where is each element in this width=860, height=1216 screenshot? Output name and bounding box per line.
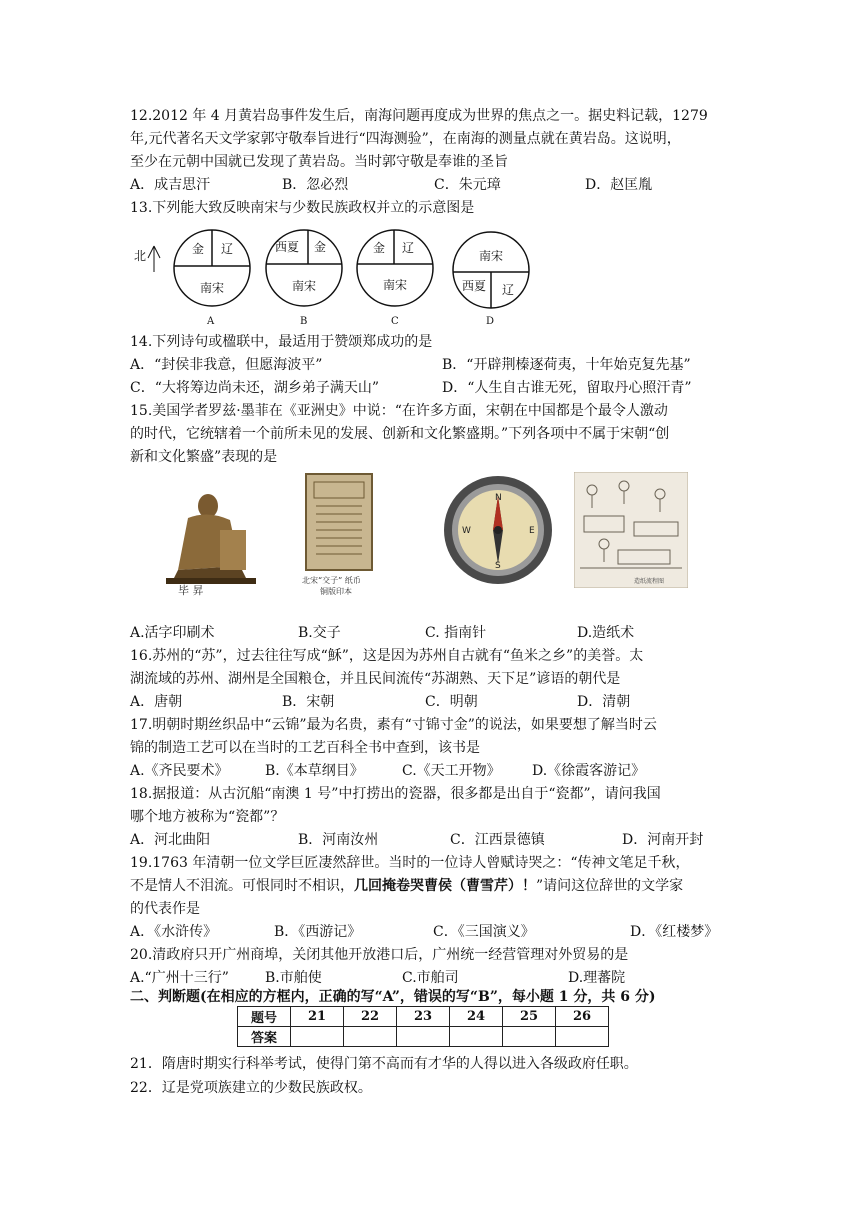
map-b-tr: 金 <box>314 240 327 254</box>
q16-option-b: B．宋朝 <box>282 694 335 710</box>
map-c-tr: 辽 <box>402 241 415 255</box>
north-arrow-icon <box>148 246 160 272</box>
answer-cell-25[interactable] <box>503 1027 556 1047</box>
q17-option-c: C.《天工开物》 <box>402 763 501 779</box>
map-d-br: 辽 <box>502 283 515 297</box>
q16-line2: 湖流域的苏州、湖州是全国粮仓，并且民间流传“苏湖熟、天下足”谚语的朝代是 <box>130 671 621 687</box>
section2-title: 二、判断题(在相应的方框内，正确的写“A”，错误的写“B”，每小题 1 分，共 6 分) <box>130 989 656 1005</box>
q19-line1: 19.1763 年清朝一位文学巨匠凄然辞世。当时的一位诗人曾赋诗哭之：“传神文笔足千秋， <box>130 855 690 871</box>
q19-line2-part1: 不是情人不泪流。可恨同时不相识， <box>130 878 354 894</box>
q12-line1: 12.2012 年 4 月黄岩岛事件发生后，南海问题再度成为世界的焦点之一。据史料记载，1279 <box>130 108 708 124</box>
map-c-tl: 金 <box>373 241 386 255</box>
svg-text:W: W <box>462 526 471 536</box>
q19-option-b: B．《西游记》 <box>274 924 362 940</box>
map-d-top: 南宋 <box>479 249 504 263</box>
answer-table-answer-row <box>238 1027 609 1047</box>
q18-option-d: D．河南开封 <box>622 832 704 848</box>
q20-option-c: C.市舶司 <box>402 970 459 986</box>
q20-stem: 20.清政府只开广州商埠，关闭其他开放港口后，广州统一经营管理对外贸易的是 <box>130 947 629 963</box>
q15-option-d: D.造纸术 <box>577 625 635 641</box>
q17-line1: 17.明朝时期丝织品中“云锦”最为名贵，素有“寸锦寸金”的说法，如果要想了解当时云 <box>130 717 657 733</box>
map-a-tl: 金 <box>192 242 205 256</box>
q16-option-d: D．清朝 <box>577 694 631 710</box>
answer-cell-21[interactable] <box>291 1027 344 1047</box>
q17-line2: 锦的制造工艺可以在当时的工艺百科全书中查到，该书是 <box>130 740 480 756</box>
q14-stem: 14.下列诗句或楹联中，最适用于赞颂郑成功的是 <box>130 334 433 350</box>
north-label: 北 <box>134 249 147 263</box>
q16-option-c: C．明朝 <box>425 694 478 710</box>
jiaozi-caption2: 铜版印本 <box>320 587 352 596</box>
q15-option-a: A.活字印刷术 <box>130 625 215 641</box>
answer-table-header-row <box>238 1007 609 1027</box>
q19-option-d: D．《红楼梦》 <box>630 924 719 940</box>
question-number-cell: 24 <box>450 1007 503 1027</box>
q17-option-a: A.《齐民要术》 <box>130 763 229 779</box>
q15-option-c: C. 指南针 <box>425 625 487 641</box>
q16-option-a: A．唐朝 <box>130 694 183 710</box>
question-number-cell: 23 <box>397 1007 450 1027</box>
map-c <box>357 230 433 327</box>
answer-table <box>237 1006 609 1047</box>
answer-cell-26[interactable] <box>556 1027 609 1047</box>
svg-text:S: S <box>495 561 501 571</box>
q17-option-b: B.《本草纲目》 <box>265 763 364 779</box>
map-a-bottom: 南宋 <box>200 281 225 295</box>
q19-option-c: C．《三国演义》 <box>433 924 535 940</box>
q20-option-d: D.理蕃院 <box>568 970 626 986</box>
q22-text: 22．辽是党项族建立的少数民族政权。 <box>130 1080 372 1096</box>
map-b-letter: B <box>300 316 308 327</box>
papermaking-process-image <box>574 472 688 588</box>
map-a-tr: 辽 <box>221 242 234 256</box>
map-d <box>453 232 529 327</box>
q18-line2: 哪个地方被称为“瓷都”？ <box>130 809 285 825</box>
map-b-bottom: 南宋 <box>292 279 317 293</box>
svg-text:E: E <box>529 526 535 536</box>
q20-option-a: A.“广州十三行” <box>130 970 229 986</box>
q18-line1: 18.据报道：从古沉船“南澳 1 号”中打捞出的瓷器，很多都是出自于“瓷都”，请问我国 <box>130 786 661 802</box>
map-c-bottom: 南宋 <box>383 278 408 292</box>
q15-option-b: B.交子 <box>298 625 341 641</box>
q13-map-diagrams <box>132 218 542 328</box>
q19-line2 <box>130 875 683 897</box>
answer-label: 答案 <box>238 1027 291 1047</box>
q14-option-b: B．“开辟荆榛逐荷夷，十年始克复先基” <box>442 357 691 373</box>
q18-option-b: B．河南汝州 <box>298 832 379 848</box>
jiaozi-banknote-image <box>300 472 378 598</box>
svg-text:N: N <box>495 493 502 503</box>
q12-option-d: D．赵匡胤 <box>585 177 653 193</box>
q13-stem: 13.下列能大致反映南宋与少数民族政权并立的示意图是 <box>130 200 475 216</box>
map-d-bl: 西夏 <box>462 279 487 293</box>
papermaking-caption: 造纸流程图 <box>634 578 665 585</box>
q14-option-a: A．“封侯非我意，但愿海波平” <box>130 357 323 373</box>
q18-option-c: C．江西景德镇 <box>450 832 545 848</box>
q19-line3: 的代表作是 <box>130 901 200 917</box>
q15-line3: 新和文化繁盛”表现的是 <box>130 449 278 465</box>
q18-option-a: A．河北曲阳 <box>130 832 211 848</box>
q14-option-c: C．“大将筹边尚未还，湖乡弟子满天山” <box>130 380 380 396</box>
q12-option-a: A．成吉思汗 <box>130 177 211 193</box>
q14-option-d: D．“人生自古谁无死，留取丹心照汗青” <box>442 380 692 396</box>
question-number-cell: 26 <box>556 1007 609 1027</box>
answer-cell-23[interactable] <box>397 1027 450 1047</box>
q15-line1: 15.美国学者罗兹·墨菲在《亚洲史》中说：“在许多方面，宋朝在中国都是个最令人激动 <box>130 403 668 419</box>
map-a <box>174 230 250 327</box>
map-b-tl: 西夏 <box>275 240 300 254</box>
answer-cell-22[interactable] <box>344 1027 397 1047</box>
map-a-letter: A <box>207 316 215 327</box>
q20-option-b: B.市舶使 <box>265 970 322 986</box>
question-number-cell: 25 <box>503 1007 556 1027</box>
question-number-cell: 22 <box>344 1007 397 1027</box>
q19-line2-part3: ”请问这位辞世的文学家 <box>536 878 684 894</box>
compass-image <box>442 474 554 586</box>
q12-line2: 年,元代著名天文学家郭守敬奉旨进行“四海测验”，在南海的测量点就在黄岩岛。这说明， <box>130 131 681 147</box>
q15-line2: 的时代，它统辖着一个前所未见的发展、创新和文化繁盛期。”下列各项中不属于宋朝“创 <box>130 426 670 442</box>
q12-line3: 至少在元朝中国就已发现了黄岩岛。当时郭守敬是奉谁的圣旨 <box>130 154 508 170</box>
q19-option-a: A．《水浒传》 <box>130 924 218 940</box>
q12-option-b: B．忽必烈 <box>282 177 349 193</box>
map-c-letter: C <box>391 316 399 327</box>
q19-line2-bold: 几回掩卷哭曹侯（曹雪芹）！ <box>354 878 536 894</box>
q16-line1: 16.苏州的“苏”，过去往往写成“穌”，这是因为苏州自古就有“鱼米之乡”的美誉。太 <box>130 648 644 664</box>
q17-option-d: D.《徐霞客游记》 <box>532 763 646 779</box>
bi-sheng-statue-image <box>158 478 262 598</box>
answer-cell-24[interactable] <box>450 1027 503 1047</box>
bi-sheng-caption: 毕 昇 <box>178 584 204 597</box>
q12-option-c: C．朱元璋 <box>434 177 501 193</box>
q21-text: 21．隋唐时期实行科举考试，使得门第不高而有才华的人得以进入各级政府任职。 <box>130 1056 638 1072</box>
question-number-label: 题号 <box>238 1007 291 1027</box>
map-b <box>266 230 342 327</box>
question-number-cell: 21 <box>291 1007 344 1027</box>
jiaozi-caption1: 北宋“交子” 纸币 <box>302 576 361 585</box>
map-d-letter: D <box>486 316 495 327</box>
